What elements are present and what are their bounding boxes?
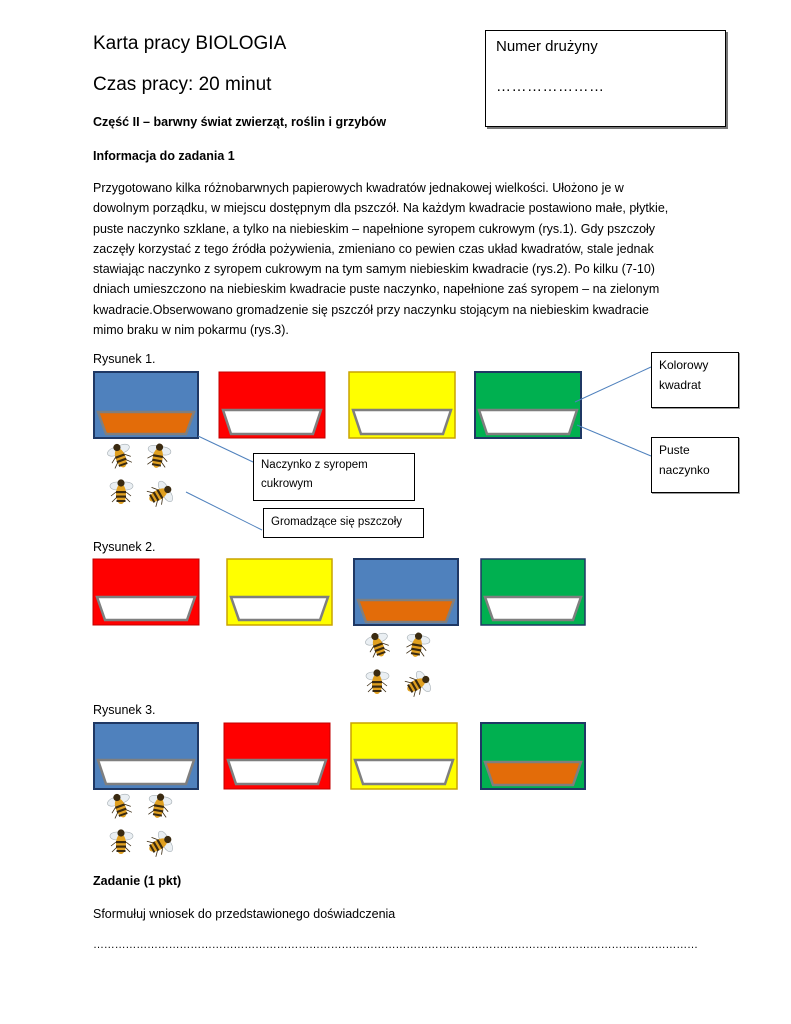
callout-text: Naczynko z syropem [261, 459, 368, 471]
bee-icon [146, 792, 173, 820]
callout-empty-vessel [651, 437, 739, 493]
team-number-field[interactable]: ………………… [496, 78, 605, 95]
info-title: Informacja do zadania 1 [93, 149, 235, 163]
task-title: Zadanie (1 pkt) [93, 874, 182, 888]
bee-icon [144, 478, 177, 510]
bee-icon [144, 828, 177, 860]
paragraph-line: puste naczynko szklane, a tylko na niebieskim – napełnione syropem cukrowym (rys.1). Gdy pszczoły [93, 221, 656, 236]
syrup-vessel [358, 600, 454, 622]
paragraph-line: zaczęły korzystać z tego źródła pożywienia, zmieniano co pewien czas układ kwadratów, stale jednak [93, 241, 654, 256]
page-title: Karta pracy BIOLOGIA [93, 33, 287, 54]
figure-1-label: Rysunek 1. [93, 352, 156, 366]
answer-line[interactable]: …………………………………………………………………………………………………………………………………………………… [93, 939, 698, 951]
callout-text: naczynko [659, 463, 710, 477]
bee-icon [145, 442, 172, 470]
task-instruction: Sformułuj wniosek do przedstawionego doświadczenia [93, 907, 396, 921]
figure-3-label: Rysunek 3. [93, 703, 156, 717]
empty-vessel [223, 410, 321, 434]
empty-vessel [355, 760, 453, 784]
callout-text: Kolorowy [659, 358, 709, 372]
callout-colored-square [651, 352, 739, 408]
empty-vessel [228, 760, 326, 784]
work-time: Czas pracy: 20 minut [93, 74, 272, 95]
figure-3 [94, 723, 585, 860]
callout-text: kwadrat [659, 378, 702, 392]
empty-vessel [98, 760, 194, 784]
part-title: Część II – barwny świat zwierząt, roślin i grzybów [93, 115, 387, 129]
bee-icon [363, 629, 393, 660]
figure-2 [93, 559, 585, 700]
paragraph-line: dowolnym porządku, w miejscu dostępnym dla pszczół. Na każdym kwadracie postawiono małe, płytkie, [93, 201, 669, 216]
bee-icon [366, 669, 389, 694]
callout-text: Puste [659, 443, 690, 457]
bee-icon [110, 479, 133, 504]
empty-vessel [231, 597, 328, 620]
team-number-label: Numer drużyny [496, 38, 598, 55]
paragraph-line: kwadracie.Obserwowano gromadzenie się pszczół przy naczynku stojącym na niebieskim kwadracie [93, 302, 649, 317]
paragraph-line: dniach umieszczono na niebieskim kwadracie puste naczynko, napełnione zaś syropem – na zielonym [93, 282, 660, 297]
callout-bees [263, 508, 424, 538]
bee-icon [402, 668, 435, 700]
paragraph-line: mimo braku w nim pokarmu (rys.3). [93, 323, 289, 338]
bee-icon [105, 790, 135, 821]
bee-icon [110, 829, 133, 854]
syrup-vessel [98, 412, 194, 434]
bee-icon [105, 440, 135, 471]
syrup-vessel [485, 762, 581, 785]
empty-vessel [479, 410, 577, 434]
callout-syrup-vessel [253, 453, 415, 501]
bee-icon [404, 631, 431, 659]
empty-vessel [97, 597, 195, 620]
callout-text: Gromadzące się pszczoły [271, 516, 403, 528]
paragraph-line: stawiając naczynko z syropem cukrowym na tym samym niebieskim kwadracie (rys.2). Po kilku (7-10) [93, 262, 655, 277]
empty-vessel [353, 410, 451, 434]
paragraph-line: Przygotowano kilka różnobarwnych papierowych kwadratów jednakowej wielkości. Ułożono je w [93, 181, 624, 195]
callout-text: cukrowym [261, 478, 313, 490]
figure-2-label: Rysunek 2. [93, 540, 156, 554]
empty-vessel [485, 597, 581, 620]
